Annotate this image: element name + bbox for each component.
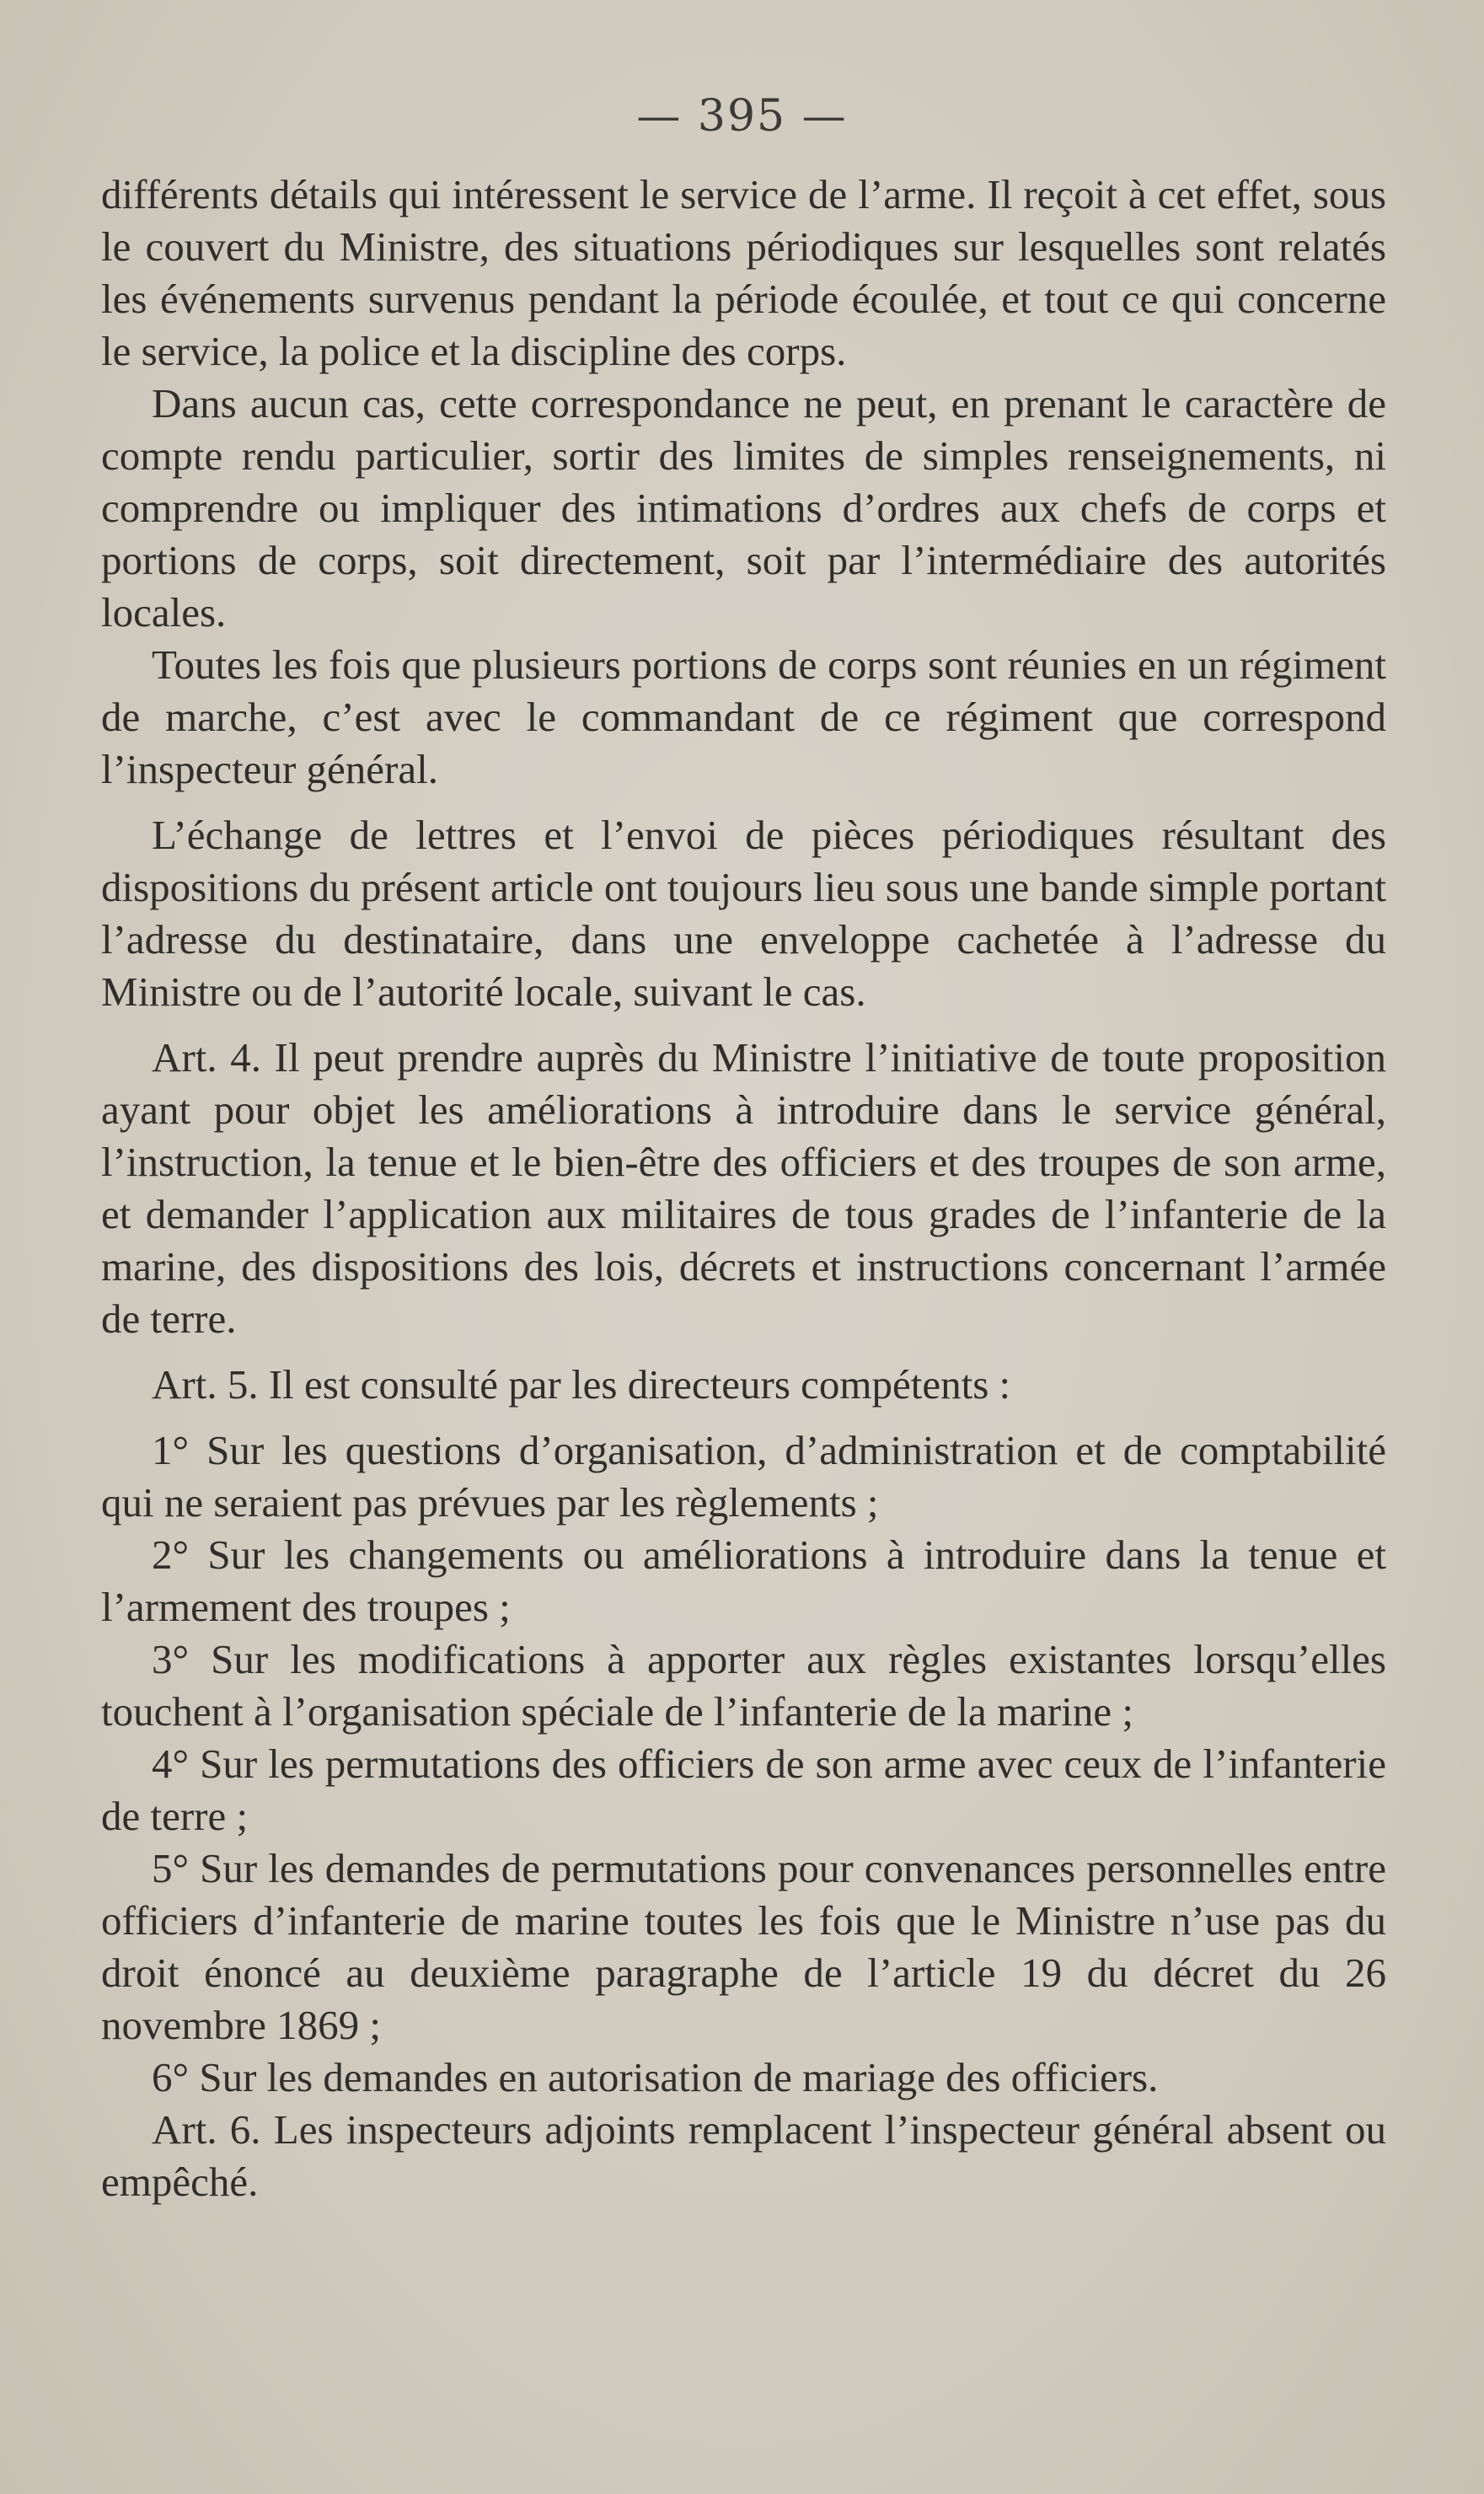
paragraph-correspondence: Dans aucun cas, cette correspondance ne peut, en prenant le caractère de compte rendu particulier, sortir des limites de simples renseignements, ni comprendre ou impliquer des intimations d’ordres aux chefs de corps et portions de corps, soit directement, soit par l’intermédiaire des autorités locales. [101,380,1386,636]
paragraph-article-5: Art. 5. Il est consulté par les directeurs compétents : [152,1361,1011,1408]
list-item-3: 3° Sur les modifications à apporter aux règles existantes lorsqu’elles touchent à l’organisation spéciale de l’infanterie de la marine ; [101,1636,1386,1735]
paragraph-regiment-de-marche: Toutes les fois que plusieurs portions de corps sont réunies en un régiment de marche, c’est avec le commandant de ce régiment que correspond l’inspecteur général. [101,641,1386,792]
page-number: — 395 — [636,91,848,142]
paragraph-article-4: Art. 4. Il peut prendre auprès du Ministre l’initiative de toute proposition ayant pour objet les améliorations à introduire dans le service général, l’instruction, la tenue et le bien-être des officiers et des troupes de son arme, et demander l’application aux militaires de tous grades de l’infanterie de la marine, des dispositions des lois, décrets et instructions concernant l’armée de terre. [101,1034,1386,1342]
paragraph-echange-lettres: L’échange de lettres et l’envoi de pièces périodiques résultant des dispositions du présent article ont toujours lieu sous une bande simple portant l’adresse du destinataire, dans une enveloppe cachetée à l’adresse du Ministre ou de l’autorité locale, suivant le cas. [101,812,1386,1015]
body-text [101,169,1386,2208]
list-item-1: 1° Sur les questions d’organisation, d’administration et de comptabilité qui ne seraient pas prévues par les règlements ; [101,1427,1386,1526]
list-item-6: 6° Sur les demandes en autorisation de mariage des officiers. [152,2054,1159,2100]
list-item-5: 5° Sur les demandes de permutations pour convenances personnelles entre officiers d’infanterie de marine toutes les fois que le Ministre n’use pas du droit énoncé au deuxième paragraphe de l’article 19 du décret du 26 novembre 1869 ; [101,1845,1386,2048]
list-item-2: 2° Sur les changements ou améliorations à introduire dans la tenue et l’armement des troupes ; [101,1531,1386,1630]
paragraph-article-6: Art. 6. Les inspecteurs adjoints remplacent l’inspecteur général absent ou empêché. [101,2106,1386,2205]
paragraph-continuation: différents détails qui intéressent le service de l’arme. Il reçoit à cet effet, sous le couvert du Ministre, des situations périodiques sur lesquelles sont relatés les événements survenus pendant la période écoulée, et tout ce qui concerne le service, la police et la discipline des corps. [101,171,1386,374]
list-item-4: 4° Sur les permutations des officiers de son arme avec ceux de l’infanterie de terre ; [101,1740,1386,1839]
